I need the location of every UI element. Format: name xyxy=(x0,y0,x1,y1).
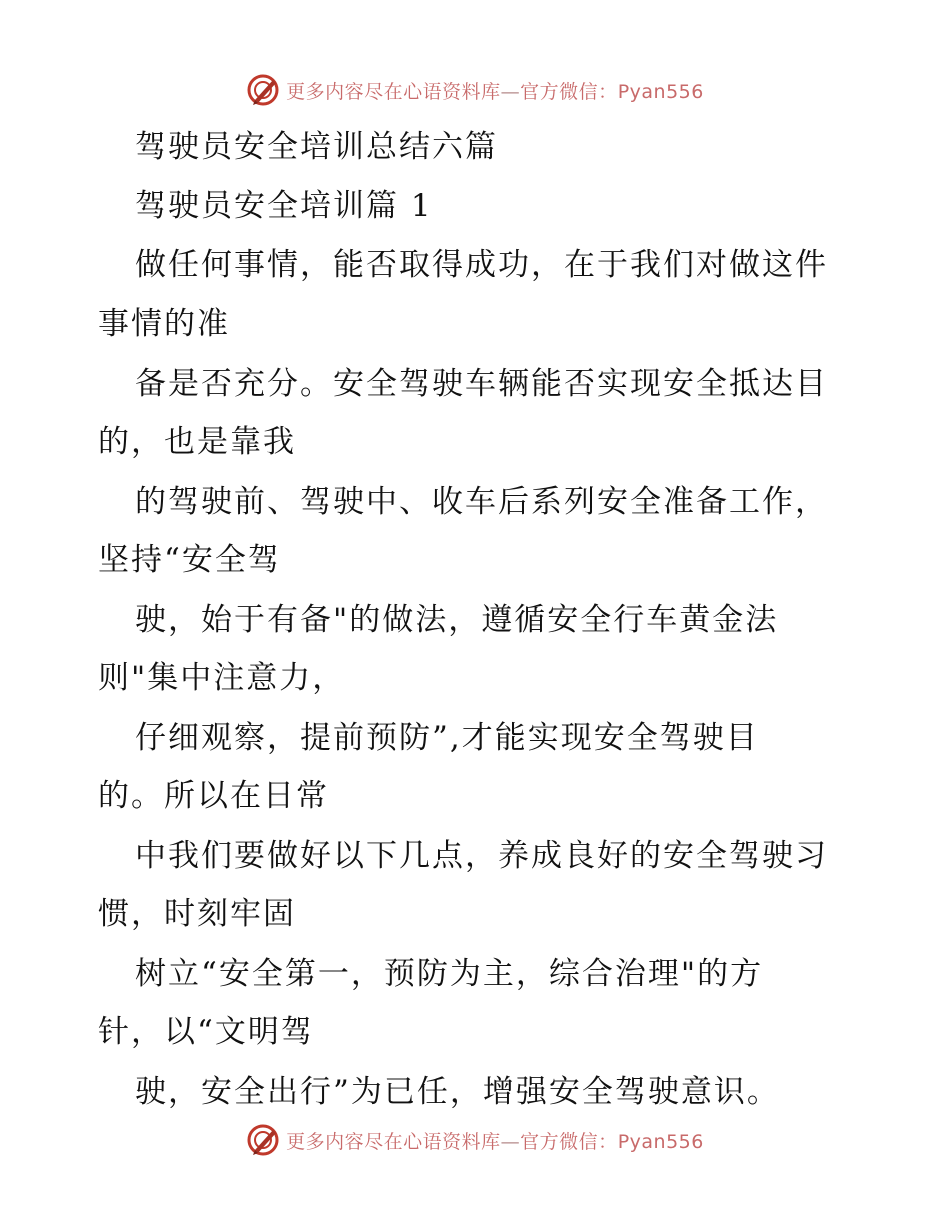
header-banner-wechat-label: 官方微信： xyxy=(520,80,618,103)
paragraph-line: 的驾驶前、驾驶中、收车后系列安全准备工作， xyxy=(135,484,828,520)
paragraph-line: 针，以“文明驾 xyxy=(98,1014,314,1050)
paragraph-line: 仔细观察，提前预防”,才能实现安全驾驶目 xyxy=(135,720,759,756)
header-banner-wechat-id: Pyan556 xyxy=(617,80,704,103)
footer-banner xyxy=(0,1120,950,1160)
paragraph-line: 中我们要做好以下几点，养成良好的安全驾驶习 xyxy=(135,838,828,874)
paragraph-line: 惯，时刻牢固 xyxy=(98,896,296,932)
paragraph-line: 事情的准 xyxy=(98,306,230,342)
footer-banner-wechat-label: 官方微信： xyxy=(520,1130,618,1153)
section-heading: 驾驶员安全培训篇 1 xyxy=(135,188,433,224)
footer-banner-separator: — xyxy=(500,1130,521,1153)
paragraph-line: 坚持“安全驾 xyxy=(98,542,281,578)
header-banner-separator: — xyxy=(500,80,521,103)
paragraph-line: 驶，始于有备"的做法，遵循安全行车黄金法 xyxy=(135,602,779,638)
paragraph-line: 备是否充分。安全驾驶车辆能否实现安全抵达目 xyxy=(135,366,828,402)
document-title: 驾驶员安全培训总结六篇 xyxy=(135,129,498,165)
paragraph-line: 树立“安全第一，预防为主，综合治理"的方 xyxy=(135,956,764,992)
footer-banner-slogan: 更多内容尽在心语资料库 xyxy=(286,1130,501,1153)
paragraph-line: 的。所以在日常 xyxy=(98,778,329,814)
paragraph-line: 驶，安全出行”为已任，增强安全驾驶意识。 xyxy=(135,1074,780,1110)
paragraph-line: 做任何事情，能否取得成功，在于我们对做这件 xyxy=(135,247,828,283)
footer-banner-text xyxy=(286,1127,704,1154)
header-banner xyxy=(0,70,950,110)
paragraph-line: 的，也是靠我 xyxy=(98,424,296,460)
pen-circle-logo-icon xyxy=(246,1123,280,1157)
pen-circle-logo-icon xyxy=(246,73,280,107)
paragraph-line: 则"集中注意力， xyxy=(98,660,346,696)
footer-banner-wechat-id: Pyan556 xyxy=(617,1130,704,1153)
header-banner-text xyxy=(286,77,704,104)
header-banner-slogan: 更多内容尽在心语资料库 xyxy=(286,80,501,103)
